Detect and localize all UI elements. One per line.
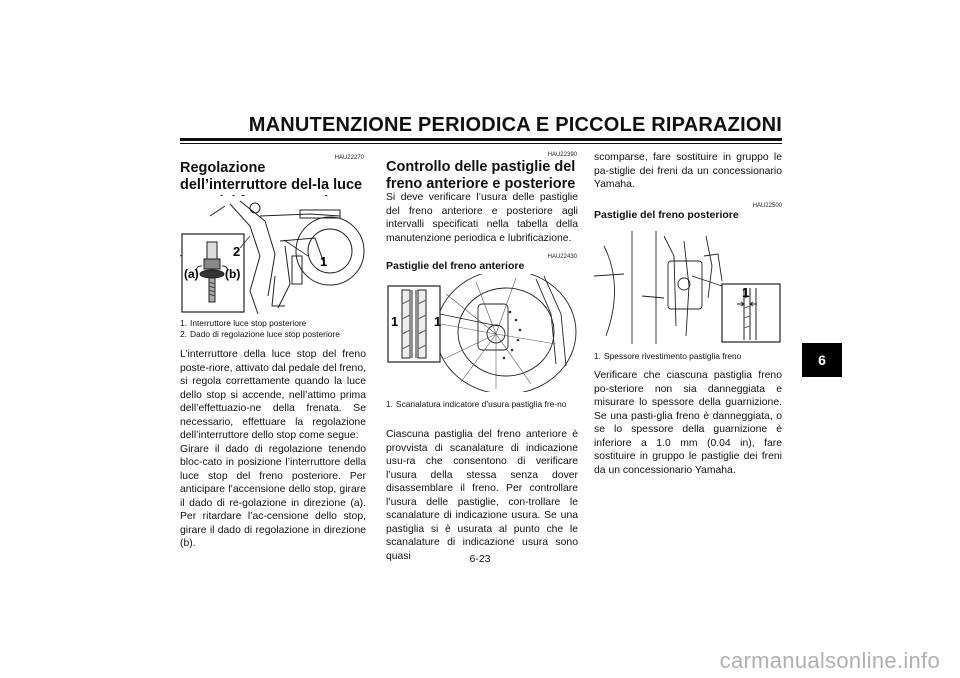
- intro-paragraph: Si deve verificare l’usura delle pastiglie del freno anteriore e posteriore agli intervalli specificati nella tabella della manutenzione periodica e lubrificazione.: [386, 192, 578, 244]
- label-1-right: 1: [434, 314, 442, 329]
- label-1: 1: [320, 254, 328, 269]
- continuation-paragraph: scomparse, fare sostituire in gruppo le pa-stiglie dei freni da un concessionario Yamaha.: [594, 152, 782, 190]
- page-number: 6-23: [469, 553, 491, 565]
- rear-brake-illustration: [594, 226, 782, 344]
- front-brake-illustration: [386, 274, 578, 392]
- label-1: 1: [742, 285, 750, 300]
- subsection-heading: Pastiglie del freno anteriore: [386, 260, 525, 272]
- section-code: HAU22270: [334, 155, 364, 161]
- figure-front-brake: [386, 274, 578, 392]
- section-code: HAU22390: [547, 152, 577, 158]
- body-paragraph: Verificare che ciascuna pastiglia freno po-steriore non sia danneggiata e misurare lo spessore della guarnizione. Se una pasti-glia freno è danneggiata, o se lo spessore della guarnizione è inferiore a 1.0 mm (0.04 in), fare sostituire in gruppo le pastiglie dei freni da un concessionario Yamaha.: [594, 370, 782, 476]
- header-rule: [180, 138, 782, 141]
- caption-item: 2. Dado di regolazione luce stop posteriore: [180, 328, 340, 339]
- label-1-left: 1: [391, 314, 399, 329]
- watermark: carmanualsonline.info: [719, 648, 940, 673]
- subsection-code: HAU22500: [752, 203, 782, 209]
- section-heading: Regolazione dell’interruttore del-la luce: [180, 160, 363, 193]
- figure-rear-brake: [594, 226, 782, 344]
- page-header-title: MANUTENZIONE PERIODICA E PICCOLE RIPARAZIONI: [248, 114, 782, 136]
- label-2: 2: [233, 244, 241, 259]
- brake-switch-illustration: [180, 196, 366, 314]
- header-rule-thin: [180, 143, 782, 144]
- section-heading: Controllo delle pastiglie del freno anteriore e posteriore: [386, 159, 576, 192]
- subsection-heading: Pastiglie del freno posteriore: [594, 209, 739, 221]
- figure-brake-light-switch: [180, 196, 366, 314]
- caption-list: [180, 318, 370, 339]
- caption-item: 1. Scanalatura indicatore d’usura pastiglia fre-no: [386, 399, 567, 409]
- caption-item: 1. Spessore rivestimento pastiglia freno: [594, 351, 742, 361]
- body-paragraph: Ciascuna pastiglia del freno anteriore è provvista di scanalature di indicazione usu-ra che consentono di verificare l’usura della stessa senza dover disassemblare il freno. Per controllare l’usura delle pastiglie, con-trollare le scanalature di indicazione usura. Se una pastiglia si è usurata al punto che le scanalature di indicazione usura sono quasi: [386, 429, 578, 562]
- label-b: (b): [225, 267, 241, 281]
- body-paragraph: L’interruttore della luce stop del freno poste-riore, attivato dal pedale del freno, si regola correttamente quando la luce dello stop si accende, nell’attimo prima dell’effettuazio-ne della frenata. Se necessario, effettuare la regolazione dell’interruttore dello stop come segue: Girare il dado di regolazione tenendo bloc-cato in posizione l’interruttore della luce stop del freno posteriore. Per anticipare l’accensione dello stop, girare il dado di re-golazione in direzione (a). Per ritardare l’ac-censione dello stop, girare il dado di regolazione in direzione (b).: [180, 349, 366, 549]
- caption-item: 1. Interruttore luce stop posteriore: [180, 318, 307, 328]
- subsection-code: HAU22430: [547, 254, 577, 260]
- chapter-tab: 6: [802, 343, 842, 377]
- label-a: (a): [184, 267, 199, 281]
